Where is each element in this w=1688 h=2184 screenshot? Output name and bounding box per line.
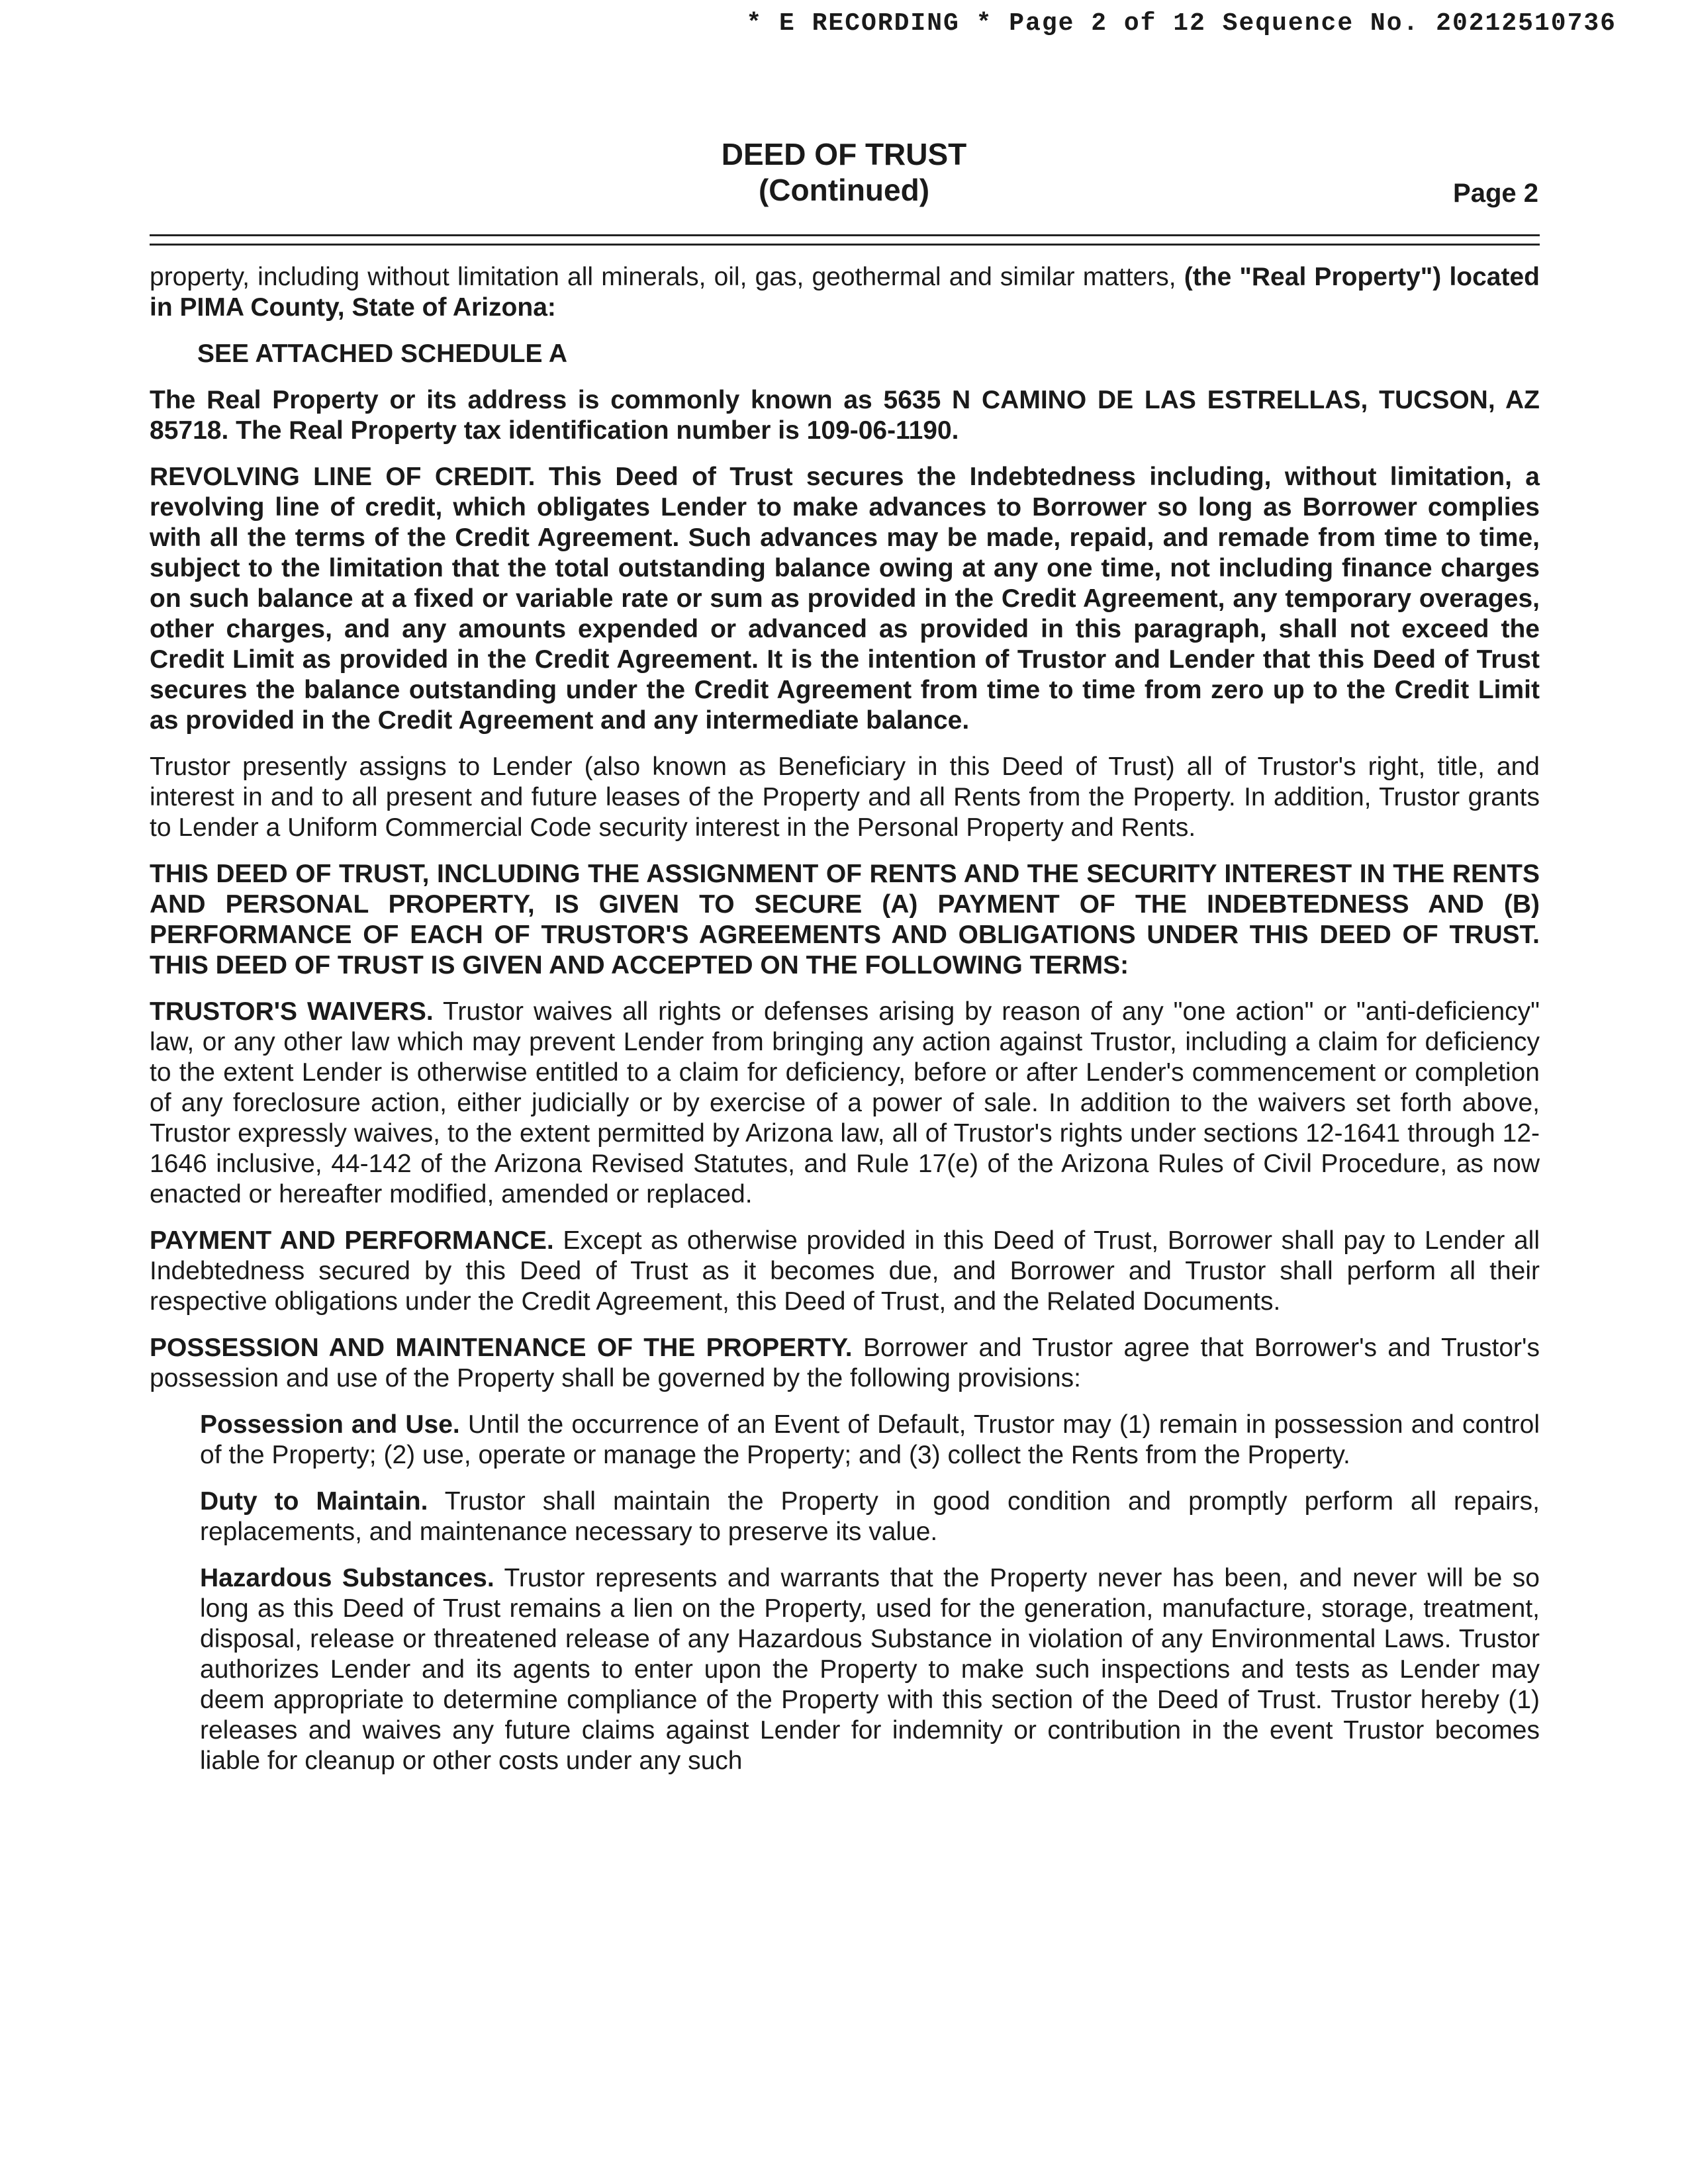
page-number: Page 2 [1453, 179, 1538, 208]
real-property-text: property, including without limitation all minerals, oil, gas, geothermal and similar matters, [150, 263, 1176, 291]
document-title: DEED OF TRUST [721, 137, 967, 171]
header-rule-top [150, 234, 1540, 236]
paragraph-caps-statement: THIS DEED OF TRUST, INCLUDING THE ASSIGNMENT OF RENTS AND THE SECURITY INTEREST IN THE RENTS AND PERSONAL PROPERTY, IS GIVEN TO SECURE (A) PAYMENT OF THE INDEBTEDNESS AND (B) PERFORMANCE OF EACH OF TRUSTOR'S AGREEMENTS AND OBLIGATIONS UNDER THIS DEED OF TRUST. THIS DEED OF TRUST IS GIVEN AND ACCEPTED ON THE FOLLOWING TERMS: [150, 860, 1540, 979]
maintain-text: Trustor shall maintain the Property in good condition and promptly perform all repairs, replacements, and maintenance necessary to preserve its value. [200, 1487, 1540, 1546]
schedule-reference: SEE ATTACHED SCHEDULE A [197, 340, 568, 368]
revolving-heading: REVOLVING LINE OF CREDIT. [150, 463, 536, 491]
use-text: Until the occurrence of an Event of Default, Trustor may (1) remain in possession and control of the Property; (2) use, operate or manage the Property; and (3) collect the Rents from the Property. [200, 1410, 1540, 1469]
paragraph-trustors-waivers [150, 997, 1540, 1210]
paragraph-hazardous-substances [200, 1563, 1540, 1776]
payment-heading: PAYMENT AND PERFORMANCE. [150, 1226, 554, 1255]
possession-text: Borrower and Trustor agree that Borrower's and Trustor's possession and use of the Property shall be governed by the following provisions: [150, 1334, 1540, 1392]
use-heading: Possession and Use. [200, 1410, 460, 1439]
document-title-block [0, 136, 1688, 208]
possession-heading: POSSESSION AND MAINTENANCE OF THE PROPERTY. [150, 1334, 853, 1362]
document-subtitle: (Continued) [758, 173, 930, 207]
paragraph-duty-maintain [200, 1486, 1540, 1547]
revolving-text: This Deed of Trust secures the Indebtedness including, without limitation, a revolving line of credit, which obligates Lender to make advances to Borrower so long as Borrower complies with all the terms of the Credit Agreement. Such advances may be made, repaid, and remade from time to time, subject to the limitation that the total outstanding balance owing at any one time, not including finance charges on such balance at a fixed or variable rate or sum as provided in the Credit Agreement, any temporary overages, other charges, and any amounts expended or advanced as provided in this paragraph, shall not exceed the Credit Limit as provided in the Credit Agreement. It is the intention of Trustor and Lender that this Deed of Trust secures the balance outstanding under the Credit Agreement from time to time from zero up to the Credit Limit as provided in the Credit Agreement and any intermediate balance. [150, 463, 1540, 735]
waivers-heading: TRUSTOR'S WAIVERS. [150, 997, 434, 1026]
header-rule-bottom [150, 244, 1540, 246]
recording-header: * E RECORDING * Page 2 of 12 Sequence No. 20212510736 [746, 9, 1617, 38]
paragraph-address: The Real Property or its address is commonly known as 5635 N CAMINO DE LAS ESTRELLAS, TUCSON, AZ 85718. The Real Property tax identification number is 109-06-1190. [150, 386, 1540, 445]
payment-text: Except as otherwise provided in this Deed of Trust, Borrower shall pay to Lender all Indebtedness secured by this Deed of Trust as it becomes due, and Borrower and Trustor shall perform all their respective obligations under the Credit Agreement, this Deed of Trust, and the Related Documents. [150, 1226, 1540, 1316]
real-property-location: (the "Real Property") located in PIMA County, State of Arizona: [150, 263, 1540, 322]
hazard-text: Trustor represents and warrants that the Property never has been, and never will be so long as this Deed of Trust remains a lien on the Property, used for the generation, manufacture, storage, treatment, disposal, release or threatened release of any Hazardous Substance in violation of any Environmental Laws. Trustor authorizes Lender and its agents to enter upon the Property to make such inspections and tests as Lender may deem appropriate to determine compliance of the Property with this section of the Deed of Trust. Trustor hereby (1) releases and waives any future claims against Lender for indemnity or contribution in the event Trustor becomes liable for cleanup or other costs under any such [200, 1564, 1540, 1775]
hazard-heading: Hazardous Substances. [200, 1564, 494, 1592]
paragraph-real-property [150, 262, 1540, 323]
document-body [150, 262, 1540, 1792]
paragraph-assignment: Trustor presently assigns to Lender (also known as Beneficiary in this Deed of Trust) all of Trustor's right, title, and interest in and to all present and future leases of the Property and all Rents from the Property. In addition, Trustor grants to Lender a Uniform Commercial Code security interest in the Personal Property and Rents. [150, 752, 1540, 842]
paragraph-revolving-credit [150, 462, 1540, 736]
paragraph-possession-use [200, 1410, 1540, 1471]
maintain-heading: Duty to Maintain. [200, 1487, 428, 1516]
waivers-text: Trustor waives all rights or defenses arising by reason of any "one action" or "anti-deficiency" law, or any other law which may prevent Lender from bringing any action against Trustor, including a claim for deficiency to the extent Lender is otherwise entitled to a claim for deficiency, before or after Lender's commencement or completion of any foreclosure action, either judicially or by exercise of a power of sale. In addition to the waivers set forth above, Trustor expressly waives, to the extent permitted by Arizona law, all of Trustor's rights under sections 12-1641 through 12-1646 inclusive, 44-142 of the Arizona Revised Statutes, and Rule 17(e) of the Arizona Rules of Civil Procedure, as now enacted or hereafter modified, amended or replaced. [150, 997, 1540, 1208]
paragraph-possession [150, 1333, 1540, 1394]
paragraph-payment [150, 1226, 1540, 1317]
